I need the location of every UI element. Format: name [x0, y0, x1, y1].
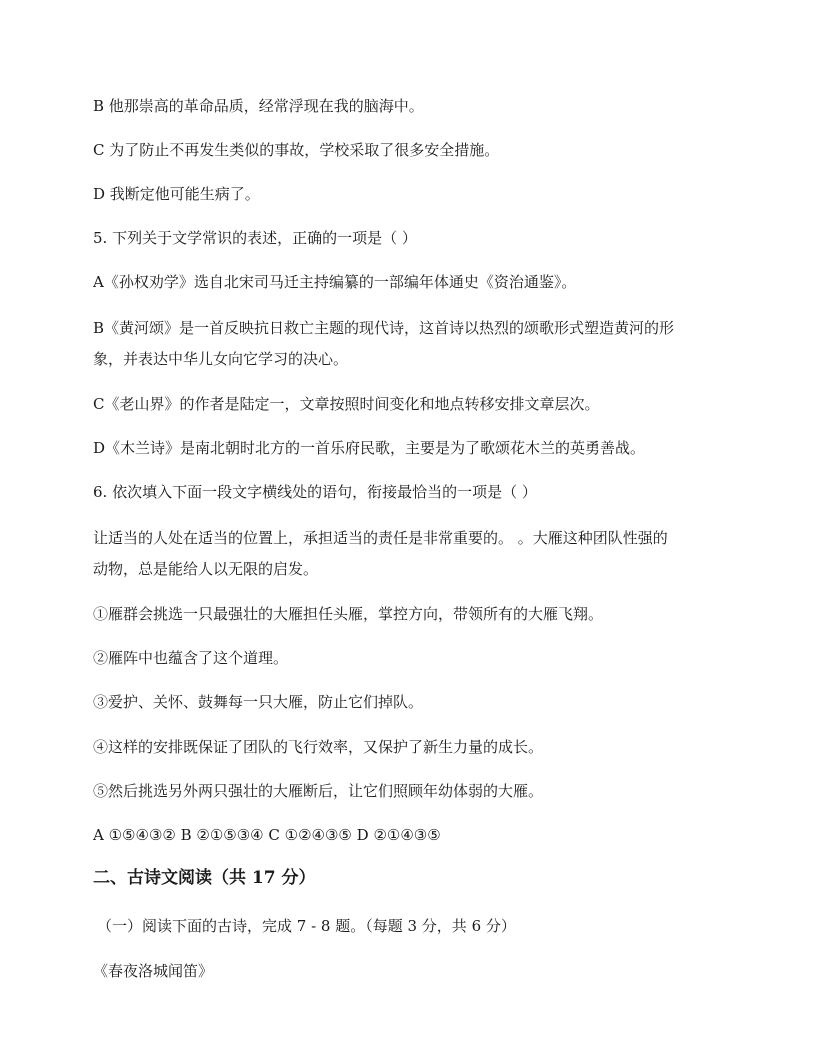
question-6: 6. 依次填入下面一段文字横线处的语句，衔接最恰当的一项是（ ） — [93, 483, 537, 501]
section-heading: 二、古诗文阅读（共 17 分） — [93, 868, 316, 888]
q6-sentence-2: ②雁阵中也蕴含了这个道理。 — [93, 649, 289, 667]
q6-answer-options: A ①⑤④③② B ②①⑤③④ C ①②④③⑤ D ②①④③⑤ — [93, 826, 441, 844]
option-b-line: B 他那崇高的革命品质，经常浮现在我的脑海中。 — [93, 97, 424, 115]
sub-heading: （一）阅读下面的古诗，完成 7 - 8 题。（每题 3 分，共 6 分） — [97, 917, 516, 935]
q6-sentence-1: ①雁群会挑选一只最强壮的大雁担任头雁，掌控方向，带领所有的大雁飞翔。 — [93, 605, 604, 623]
q5-option-b-continued: 象，并表达中华儿女向它学习的决心。 — [93, 350, 349, 368]
option-d-line: D 我断定他可能生病了。 — [93, 185, 260, 203]
q6-passage-continued: 动物，总是能给人以无限的启发。 — [93, 560, 319, 578]
q6-sentence-3: ③爱护、关怀、鼓舞每一只大雁，防止它们掉队。 — [93, 693, 424, 711]
question-5: 5. 下列关于文学常识的表述，正确的一项是（ ） — [93, 229, 417, 247]
q5-option-c: C《老山界》的作者是陆定一，文章按照时间变化和地点转移安排文章层次。 — [93, 395, 600, 413]
q6-sentence-4: ④这样的安排既保证了团队的飞行效率，又保护了新生力量的成长。 — [93, 738, 544, 756]
poem-title: 《春夜洛城闻笛》 — [93, 962, 214, 980]
q5-option-b: B《黄河颂》是一首反映抗日救亡主题的现代诗，这首诗以热烈的颂歌形式塑造黄河的形 — [93, 319, 675, 337]
option-c-line: C 为了防止不再发生类似的事故，学校采取了很多安全措施。 — [93, 141, 500, 159]
q5-option-d: D《木兰诗》是南北朝时北方的一首乐府民歌，主要是为了歌颂花木兰的英勇善战。 — [93, 439, 646, 457]
q6-sentence-5: ⑤然后挑选另外两只强壮的大雁断后，让它们照顾年幼体弱的大雁。 — [93, 782, 544, 800]
q5-option-a: A《孙权劝学》选自北宋司马迁主持编纂的一部编年体通史《资治通鉴》。 — [93, 273, 577, 291]
q6-passage: 让适当的人处在适当的位置上，承担适当的责任是非常重要的。 。大雁这种团队性强的 — [93, 529, 668, 547]
